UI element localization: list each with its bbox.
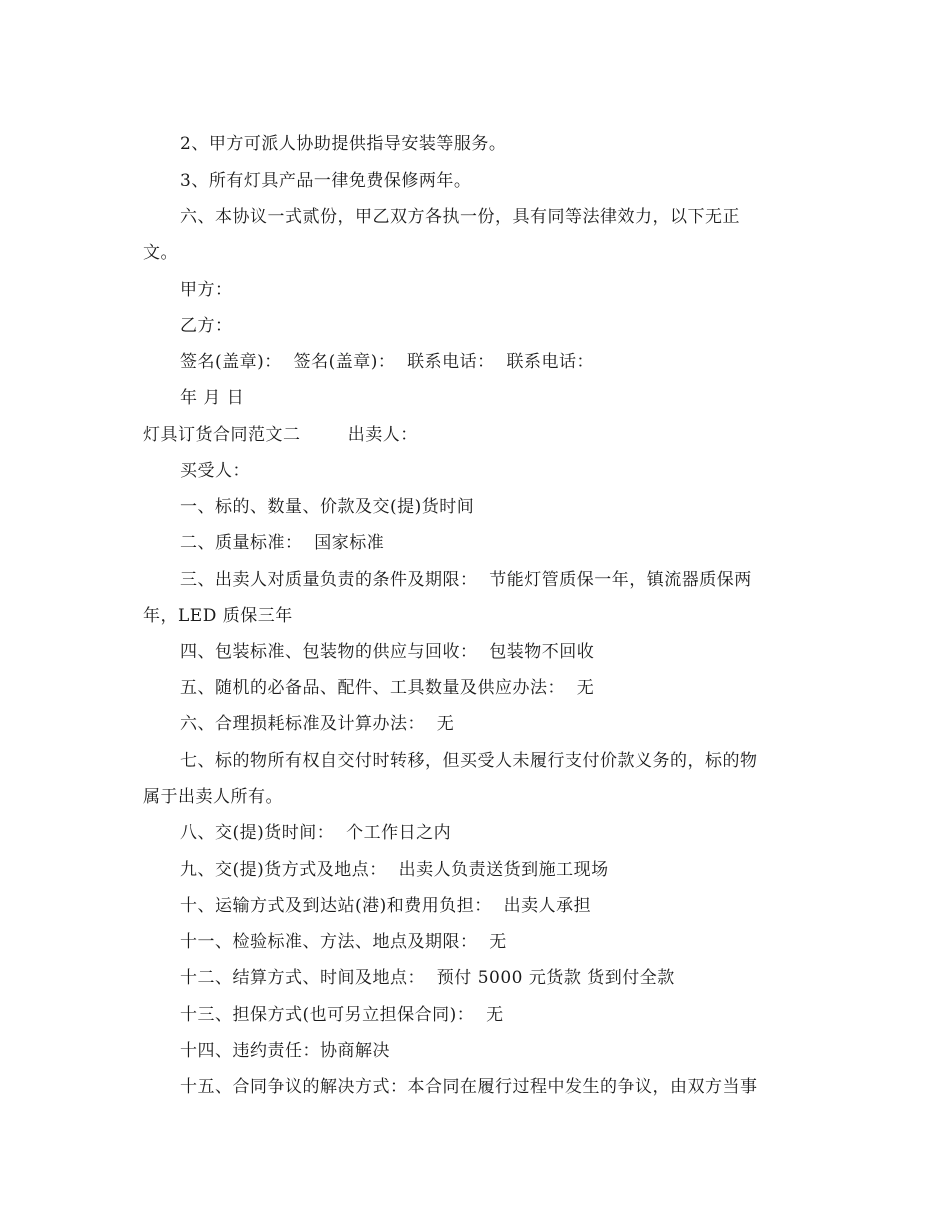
article-14: 十四、违约责任：协商解决	[180, 1041, 390, 1061]
article-11: 十一、检验标准、方法、地点及期限： 无	[180, 932, 507, 952]
signature-line: 签名(盖章)： 签名(盖章)： 联系电话： 联系电话：	[180, 352, 594, 372]
party-a-label: 甲方：	[180, 280, 233, 300]
article-7-line-2: 属于出卖人所有。	[143, 787, 283, 807]
article-8: 八、交(提)货时间： 个工作日之内	[180, 823, 452, 843]
article-13: 十三、担保方式(也可另立担保合同)： 无	[180, 1005, 504, 1025]
party-b-label: 乙方：	[180, 316, 233, 336]
article-4: 四、包装标准、包装物的供应与回收： 包装物不回收	[180, 642, 595, 662]
clause-copies-line-2: 文。	[143, 243, 178, 263]
article-3-line-2: 年，LED 质保三年	[143, 606, 293, 626]
article-6: 六、合理损耗标准及计算办法： 无	[180, 714, 455, 734]
buyer-label: 买受人：	[180, 461, 250, 481]
clause-copies-line-1: 六、本协议一式贰份，甲乙双方各执一份，具有同等法律效力，以下无正	[180, 207, 740, 227]
article-3-line-1: 三、出卖人对质量负责的条件及期限： 节能灯管质保一年，镇流器质保两	[180, 570, 752, 590]
article-7-line-1: 七、标的物所有权自交付时转移，但买受人未履行支付价款义务的，标的物	[180, 751, 758, 771]
article-10: 十、运输方式及到达站(港)和费用负担： 出卖人承担	[180, 896, 592, 916]
article-12: 十二、结算方式、时间及地点： 预付 5000 元货款 货到付全款	[180, 968, 675, 988]
article-5: 五、随机的必备品、配件、工具数量及供应办法： 无	[180, 678, 595, 698]
article-15: 十五、合同争议的解决方式：本合同在履行过程中发生的争议，由双方当事	[180, 1077, 758, 1097]
clause-warranty-two-years: 3、所有灯具产品一律免费保修两年。	[180, 171, 472, 191]
article-1: 一、标的、数量、价款及交(提)货时间	[180, 497, 475, 517]
date-line: 年 月 日	[180, 388, 245, 408]
section-title-contract-two: 灯具订货合同范文二 出卖人：	[143, 425, 418, 445]
article-2: 二、质量标准： 国家标准	[180, 533, 385, 553]
clause-supplier-installation: 2、甲方可派人协助提供指导安装等服务。	[180, 134, 507, 154]
article-9: 九、交(提)货方式及地点： 出卖人负责送货到施工现场	[180, 860, 609, 880]
